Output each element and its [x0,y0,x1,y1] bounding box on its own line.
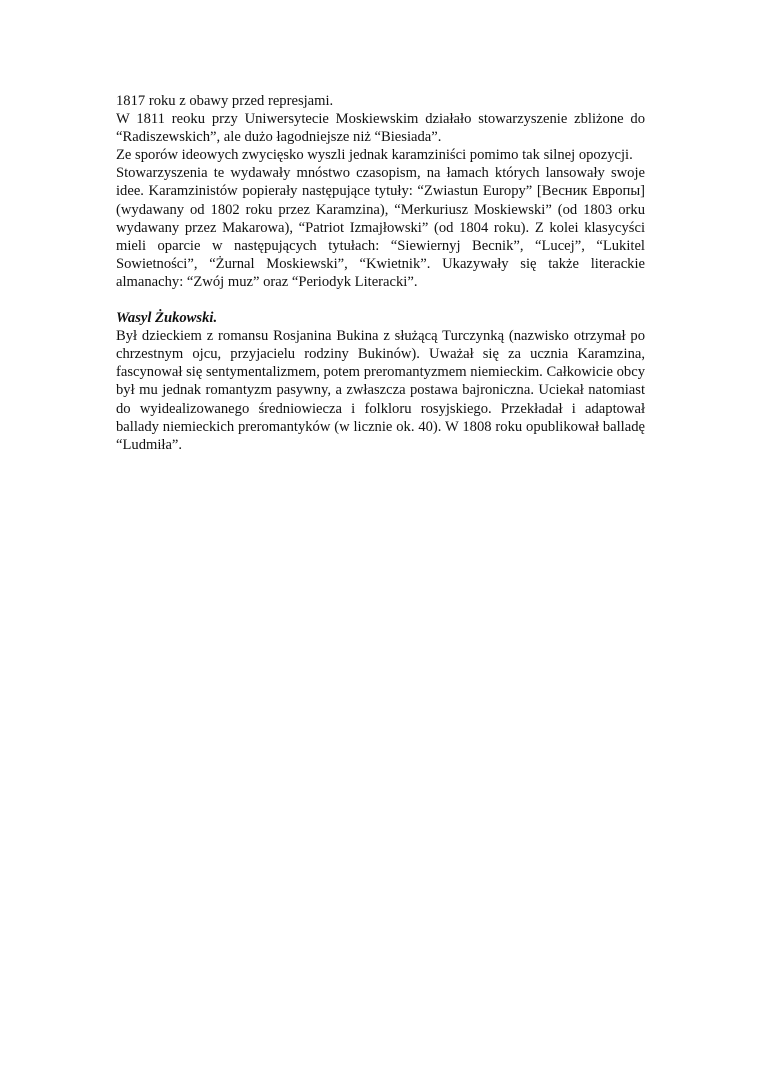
section-heading: Wasyl Żukowski. [116,310,218,327]
paragraph-1811-society: W 1811 reoku przy Uniwersytecie Moskiewskim działało stowarzyszenie zbliżone do “Radiszewskich”, ale dużo łagodniejsze niż “Biesiada”. [116,111,645,146]
paragraph-spacer [116,291,645,309]
paragraph-karamzinists: Ze sporów ideowych zwycięsko wyszli jednak karamziniści pomimo tak silnej opozycji. [116,147,633,164]
paragraph-zhukovsky: Był dzieckiem z romansu Rosjanina Bukina z służącą Turczynką (nazwisko otrzymał po chrzestnym ojcu, przyjacielu rodziny Bukinów). Uważał się za ucznia Karamzina, fascynował się sentymentalizmem, potem preromantyzmem niemieckim. Całkowicie obcy był mu jednak romantyzm pasywny, a zwłaszcza postawa bajroniczna. Uciekał natomiast do wyidealizowanego średniowiecza i folkloru rosyjskiego. Przekładał i adaptował ballady niemieckich preromantyków (w licznie ok. 40). W 1808 roku opublikował balladę “Ludmiła”. [116,328,645,453]
paragraph-1817: 1817 roku z obawy przed represjami. [116,93,334,109]
document-page [116,92,645,454]
paragraph-periodicals: Stowarzyszenia te wydawały mnóstwo czasopism, na łamach których lansowały swoje idee. Karamzinistów popierały następujące tytuły: “Zwiastun Europy” [Весник Европы] (wydawany od 1802 roku przez Karamzina), “Merkuriusz Moskiewski” (od 1803 orku wydawany przez Makarowa), “Patriot Izmajłowski” (od 1804 roku). Z kolei klasycyści mieli oparcie w następujących tytułach: “Siewiernyj Becnik”, “Lucej”, “Lukitel Sowietności”, “Żurnal Moskiewski”, “Kwietnik”. Ukazywały się także literackie almanachy: “Zwój muz” oraz “Periodyk Literacki”. [116,165,645,290]
